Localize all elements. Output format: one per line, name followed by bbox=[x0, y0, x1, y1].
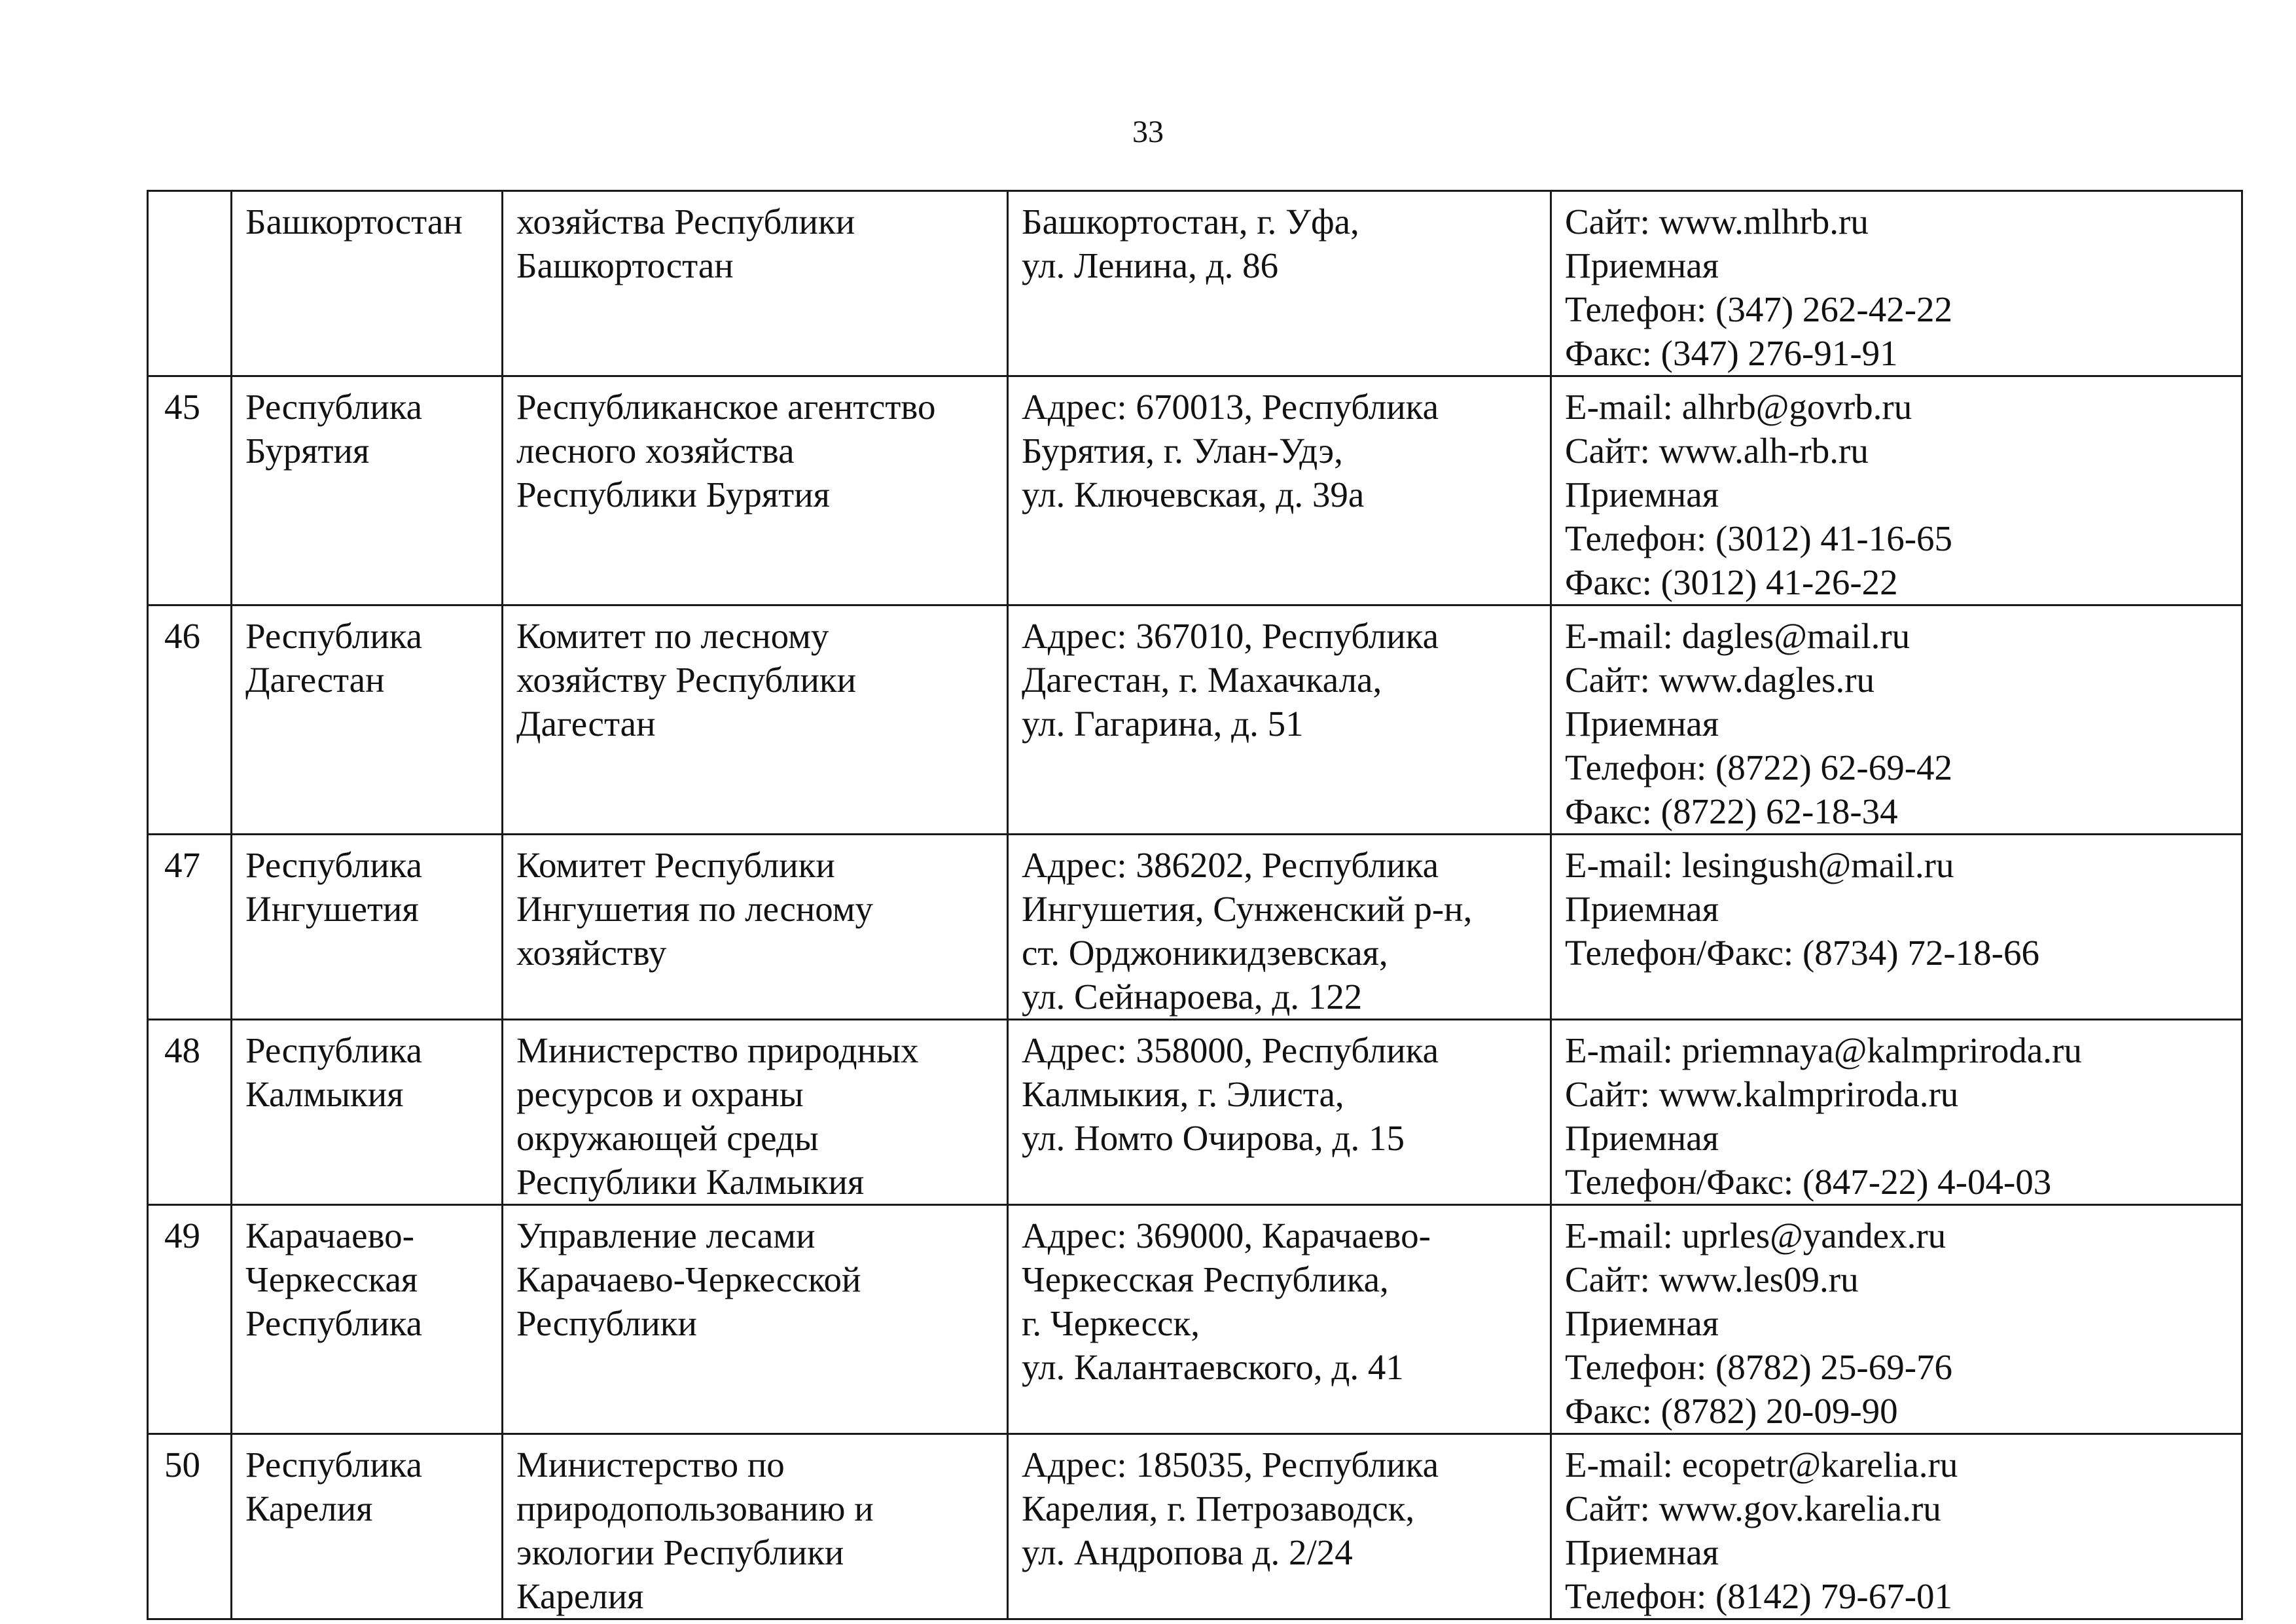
agency-line: Карачаево-Черкесской bbox=[516, 1259, 861, 1299]
address-line: ул. Калантаевского, д. 41 bbox=[1022, 1347, 1404, 1387]
contacts-line: Факс: (8782) 20-09-90 bbox=[1565, 1391, 1898, 1431]
address-line: ул. Номто Очирова, д. 15 bbox=[1022, 1118, 1405, 1158]
address-line: Адрес: 386202, Республика bbox=[1022, 845, 1439, 885]
region-cell bbox=[232, 376, 503, 605]
address-line: Дагестан, г. Махачкала, bbox=[1022, 660, 1382, 700]
region-line: Республика bbox=[245, 845, 423, 885]
address-cell bbox=[1008, 376, 1551, 605]
address-line: ул. Андропова д. 2/24 bbox=[1022, 1532, 1353, 1572]
region-cell bbox=[232, 1205, 503, 1434]
agency-line: Дагестан bbox=[516, 704, 656, 744]
agency-cell bbox=[503, 1020, 1008, 1205]
contacts-line: E-mail: ecopetr@karelia.ru bbox=[1565, 1445, 1958, 1485]
contacts-cell bbox=[1551, 376, 2242, 605]
address-line: Карелия, г. Петрозаводск, bbox=[1022, 1489, 1415, 1528]
address-cell bbox=[1008, 1020, 1551, 1205]
contacts-line: Телефон: (8142) 79-67-01 bbox=[1565, 1576, 1953, 1616]
agency-line: окружающей среды bbox=[516, 1118, 819, 1158]
contacts-line: Факс: (3012) 41-26-22 bbox=[1565, 562, 1898, 602]
address-line: Ингушетия, Сунженский р-н, bbox=[1022, 889, 1473, 929]
address-line: Адрес: 367010, Республика bbox=[1022, 616, 1439, 656]
region-line: Карелия bbox=[245, 1489, 373, 1528]
region-line: Карачаево- bbox=[245, 1216, 414, 1255]
row-number-cell bbox=[148, 191, 232, 376]
contacts-line: Приемная bbox=[1565, 245, 1719, 285]
address-line: Бурятия, г. Улан-Удэ, bbox=[1022, 431, 1343, 471]
table-body bbox=[148, 191, 2242, 1619]
address-cell bbox=[1008, 191, 1551, 376]
contacts-line: Сайт: www.alh-rb.ru bbox=[1565, 431, 1869, 471]
contacts-line: E-mail: lesingush@mail.ru bbox=[1565, 845, 1954, 885]
contacts-line: Телефон/Факс: (8734) 72-18-66 bbox=[1565, 933, 2039, 973]
address-line: Адрес: 369000, Карачаево- bbox=[1022, 1216, 1431, 1255]
contacts-line: E-mail: uprles@yandex.ru bbox=[1565, 1216, 1946, 1255]
table-row bbox=[148, 1020, 2242, 1205]
contacts-line: Сайт: www.mlhrb.ru bbox=[1565, 202, 1869, 242]
address-line: ул. Ключевская, д. 39а bbox=[1022, 475, 1365, 514]
region-line: Башкортостан bbox=[245, 202, 463, 242]
region-line: Республика bbox=[245, 1303, 423, 1343]
region-cell bbox=[232, 1434, 503, 1619]
contacts-line: E-mail: dagles@mail.ru bbox=[1565, 616, 1910, 656]
contacts-line: Приемная bbox=[1565, 1532, 1719, 1572]
contacts-cell bbox=[1551, 1205, 2242, 1434]
contacts-cell bbox=[1551, 605, 2242, 835]
agency-cell bbox=[503, 835, 1008, 1020]
region-line: Республика bbox=[245, 1030, 423, 1070]
address-line: Адрес: 670013, Республика bbox=[1022, 387, 1439, 427]
agency-line: Управление лесами bbox=[516, 1216, 816, 1255]
address-line: Калмыкия, г. Элиста, bbox=[1022, 1074, 1344, 1114]
agency-line: Башкортостан bbox=[516, 245, 734, 285]
agency-line: хозяйству Республики bbox=[516, 660, 857, 700]
address-line: ст. Орджоникидзевская, bbox=[1022, 933, 1388, 973]
contacts-line: Телефон: (347) 262-42-22 bbox=[1565, 289, 1953, 329]
address-line: Адрес: 185035, Республика bbox=[1022, 1445, 1439, 1485]
row-number-cell: 47 bbox=[148, 835, 232, 1020]
agency-line: Республики bbox=[516, 1303, 697, 1343]
row-number-cell: 50 bbox=[148, 1434, 232, 1619]
contacts-cell bbox=[1551, 1434, 2242, 1619]
agency-cell bbox=[503, 1434, 1008, 1619]
region-line: Калмыкия bbox=[245, 1074, 404, 1114]
agency-line: Министерство по bbox=[516, 1445, 785, 1485]
contacts-line: Сайт: www.kalmpriroda.ru bbox=[1565, 1074, 1959, 1114]
region-cell bbox=[232, 1020, 503, 1205]
agency-cell bbox=[503, 1205, 1008, 1434]
row-number-cell: 48 bbox=[148, 1020, 232, 1205]
contacts-line: Телефон/Факс: (847-22) 4-04-03 bbox=[1565, 1162, 2052, 1202]
region-cell bbox=[232, 605, 503, 835]
region-cell bbox=[232, 191, 503, 376]
contacts-line: Телефон: (8722) 62-69-42 bbox=[1565, 748, 1953, 787]
contacts-line: Приемная bbox=[1565, 889, 1719, 929]
contacts-line: Приемная bbox=[1565, 1303, 1719, 1343]
contacts-cell bbox=[1551, 1020, 2242, 1205]
agency-line: Министерство природных bbox=[516, 1030, 919, 1070]
row-number-cell: 45 bbox=[148, 376, 232, 605]
agency-line: экологии Республики bbox=[516, 1532, 844, 1572]
contacts-line: E-mail: alhrb@govrb.ru bbox=[1565, 387, 1912, 427]
address-cell bbox=[1008, 605, 1551, 835]
address-line: г. Черкесск, bbox=[1022, 1303, 1200, 1343]
region-line: Дагестан bbox=[245, 660, 385, 700]
contacts-line: Сайт: www.gov.karelia.ru bbox=[1565, 1489, 1941, 1528]
table-row bbox=[148, 1205, 2242, 1434]
region-line: Черкесская bbox=[245, 1259, 418, 1299]
agency-line: Комитет по лесному bbox=[516, 616, 829, 656]
agency-line: хозяйству bbox=[516, 933, 667, 973]
address-line: ул. Сейнароева, д. 122 bbox=[1022, 977, 1363, 1017]
agency-cell bbox=[503, 605, 1008, 835]
contacts-line: Приемная bbox=[1565, 704, 1719, 744]
address-line: Адрес: 358000, Республика bbox=[1022, 1030, 1439, 1070]
contacts-line: Факс: (347) 276-91-91 bbox=[1565, 333, 1898, 373]
agency-line: Комитет Республики bbox=[516, 845, 835, 885]
address-line: ул. Ленина, д. 86 bbox=[1022, 245, 1279, 285]
table-row bbox=[148, 835, 2242, 1020]
region-line: Республика bbox=[245, 1445, 423, 1485]
agency-line: хозяйства Республики bbox=[516, 202, 855, 242]
agency-line: Республики Калмыкия bbox=[516, 1162, 865, 1202]
region-line: Республика bbox=[245, 616, 423, 656]
forestry-agencies-table bbox=[147, 190, 2243, 1620]
contacts-line: Сайт: www.les09.ru bbox=[1565, 1259, 1859, 1299]
agency-line: Республики Бурятия bbox=[516, 475, 830, 514]
table-row bbox=[148, 1434, 2242, 1619]
agency-line: лесного хозяйства bbox=[516, 431, 795, 471]
agency-cell bbox=[503, 191, 1008, 376]
agency-line: природопользованию и bbox=[516, 1489, 874, 1528]
contacts-line: Телефон: (3012) 41-16-65 bbox=[1565, 518, 1953, 558]
contacts-line: Факс: (8722) 62-18-34 bbox=[1565, 791, 1898, 831]
contacts-line: Приемная bbox=[1565, 475, 1719, 514]
contacts-line: Телефон: (8782) 25-69-76 bbox=[1565, 1347, 1953, 1387]
address-line: Черкесская Республика, bbox=[1022, 1259, 1389, 1299]
contacts-cell bbox=[1551, 835, 2242, 1020]
address-cell bbox=[1008, 1205, 1551, 1434]
agency-line: Республиканское агентство bbox=[516, 387, 936, 427]
address-line: ул. Гагарина, д. 51 bbox=[1022, 704, 1304, 744]
contacts-line: Сайт: www.dagles.ru bbox=[1565, 660, 1875, 700]
agency-line: ресурсов и охраны bbox=[516, 1074, 804, 1114]
table-row bbox=[148, 376, 2242, 605]
table-row bbox=[148, 605, 2242, 835]
contacts-cell bbox=[1551, 191, 2242, 376]
agency-line: Ингушетия по лесному bbox=[516, 889, 874, 929]
row-number-cell: 46 bbox=[148, 605, 232, 835]
contacts-line: E-mail: priemnaya@kalmpriroda.ru bbox=[1565, 1030, 2082, 1070]
agency-line: Карелия bbox=[516, 1576, 644, 1616]
address-cell bbox=[1008, 1434, 1551, 1619]
row-number-cell: 49 bbox=[148, 1205, 232, 1434]
region-line: Бурятия bbox=[245, 431, 370, 471]
region-cell bbox=[232, 835, 503, 1020]
table-row bbox=[148, 191, 2242, 376]
address-line: Башкортостан, г. Уфа, bbox=[1022, 202, 1359, 242]
region-line: Ингушетия bbox=[245, 889, 419, 929]
agency-cell bbox=[503, 376, 1008, 605]
contacts-line: Приемная bbox=[1565, 1118, 1719, 1158]
page-number: 33 bbox=[1132, 115, 1164, 149]
address-cell bbox=[1008, 835, 1551, 1020]
region-line: Республика bbox=[245, 387, 423, 427]
